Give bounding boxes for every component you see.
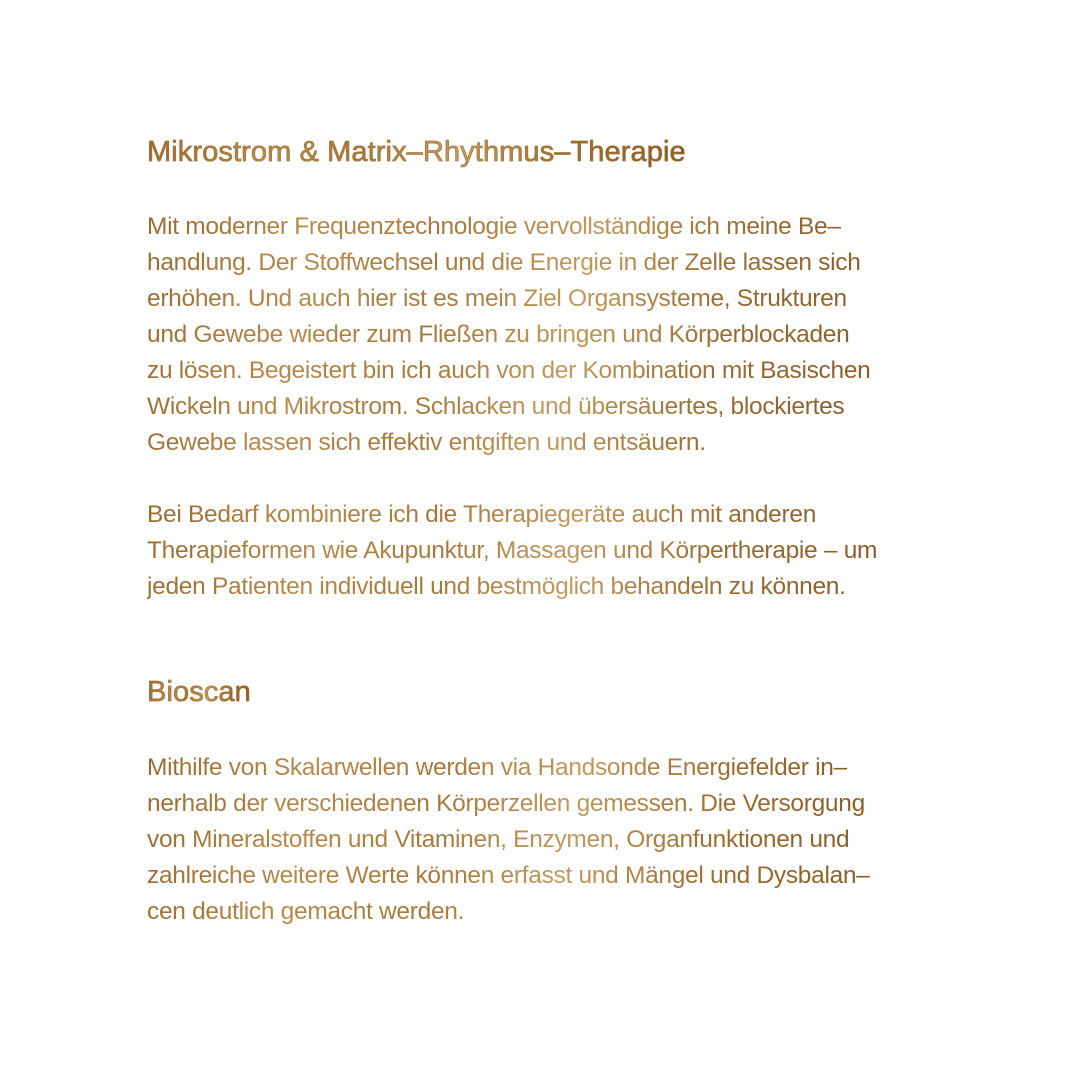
paragraph-line: Therapieformen wie Akupunktur, Massagen und Körpertherapie – um [147,537,878,564]
paragraph-mikrostrom-intro [147,209,870,461]
paragraph-line: Wickeln und Mikrostrom. Schlacken und übersäuertes, blockiertes [147,393,845,420]
paragraph-line: zu lösen. Begeistert bin ich auch von der Kombination mit Basischen [147,357,871,384]
paragraph-line: Mithilfe von Skalarwellen werden via Handsonde Energiefelder in– [147,754,847,781]
paragraph-line: jeden Patienten individuell und bestmöglich behandeln zu können. [147,573,846,600]
paragraph-line: Mit moderner Frequenztechnologie vervollständige ich meine Be– [147,213,841,240]
paragraph-bioscan [147,750,870,930]
paragraph-line: cen deutlich gemacht werden. [147,898,465,925]
section-title-bioscan: Bioscan [147,676,251,708]
paragraph-line: von Mineralstoffen und Vitaminen, Enzymen, Organfunktionen und [147,826,850,853]
paragraph-mikrostrom-combination [147,497,877,605]
paragraph-line: handlung. Der Stoffwechsel und die Energie in der Zelle lassen sich [147,249,861,276]
paragraph-line: nerhalb der verschiedenen Körperzellen gemessen. Die Versorgung [147,790,865,817]
paragraph-line: erhöhen. Und auch hier ist es mein Ziel Organsysteme, Strukturen [147,285,847,312]
paragraph-line: zahlreiche weitere Werte können erfasst und Mängel und Dysbalan– [147,862,870,889]
paragraph-line: und Gewebe wieder zum Fließen zu bringen und Körperblockaden [147,321,850,348]
section-title-mikrostrom: Mikrostrom & Matrix–Rhythmus–Therapie [147,136,686,168]
paragraph-line: Gewebe lassen sich effektiv entgiften und entsäuern. [147,429,706,456]
paragraph-line: Bei Bedarf kombiniere ich die Therapiegeräte auch mit anderen [147,501,817,528]
